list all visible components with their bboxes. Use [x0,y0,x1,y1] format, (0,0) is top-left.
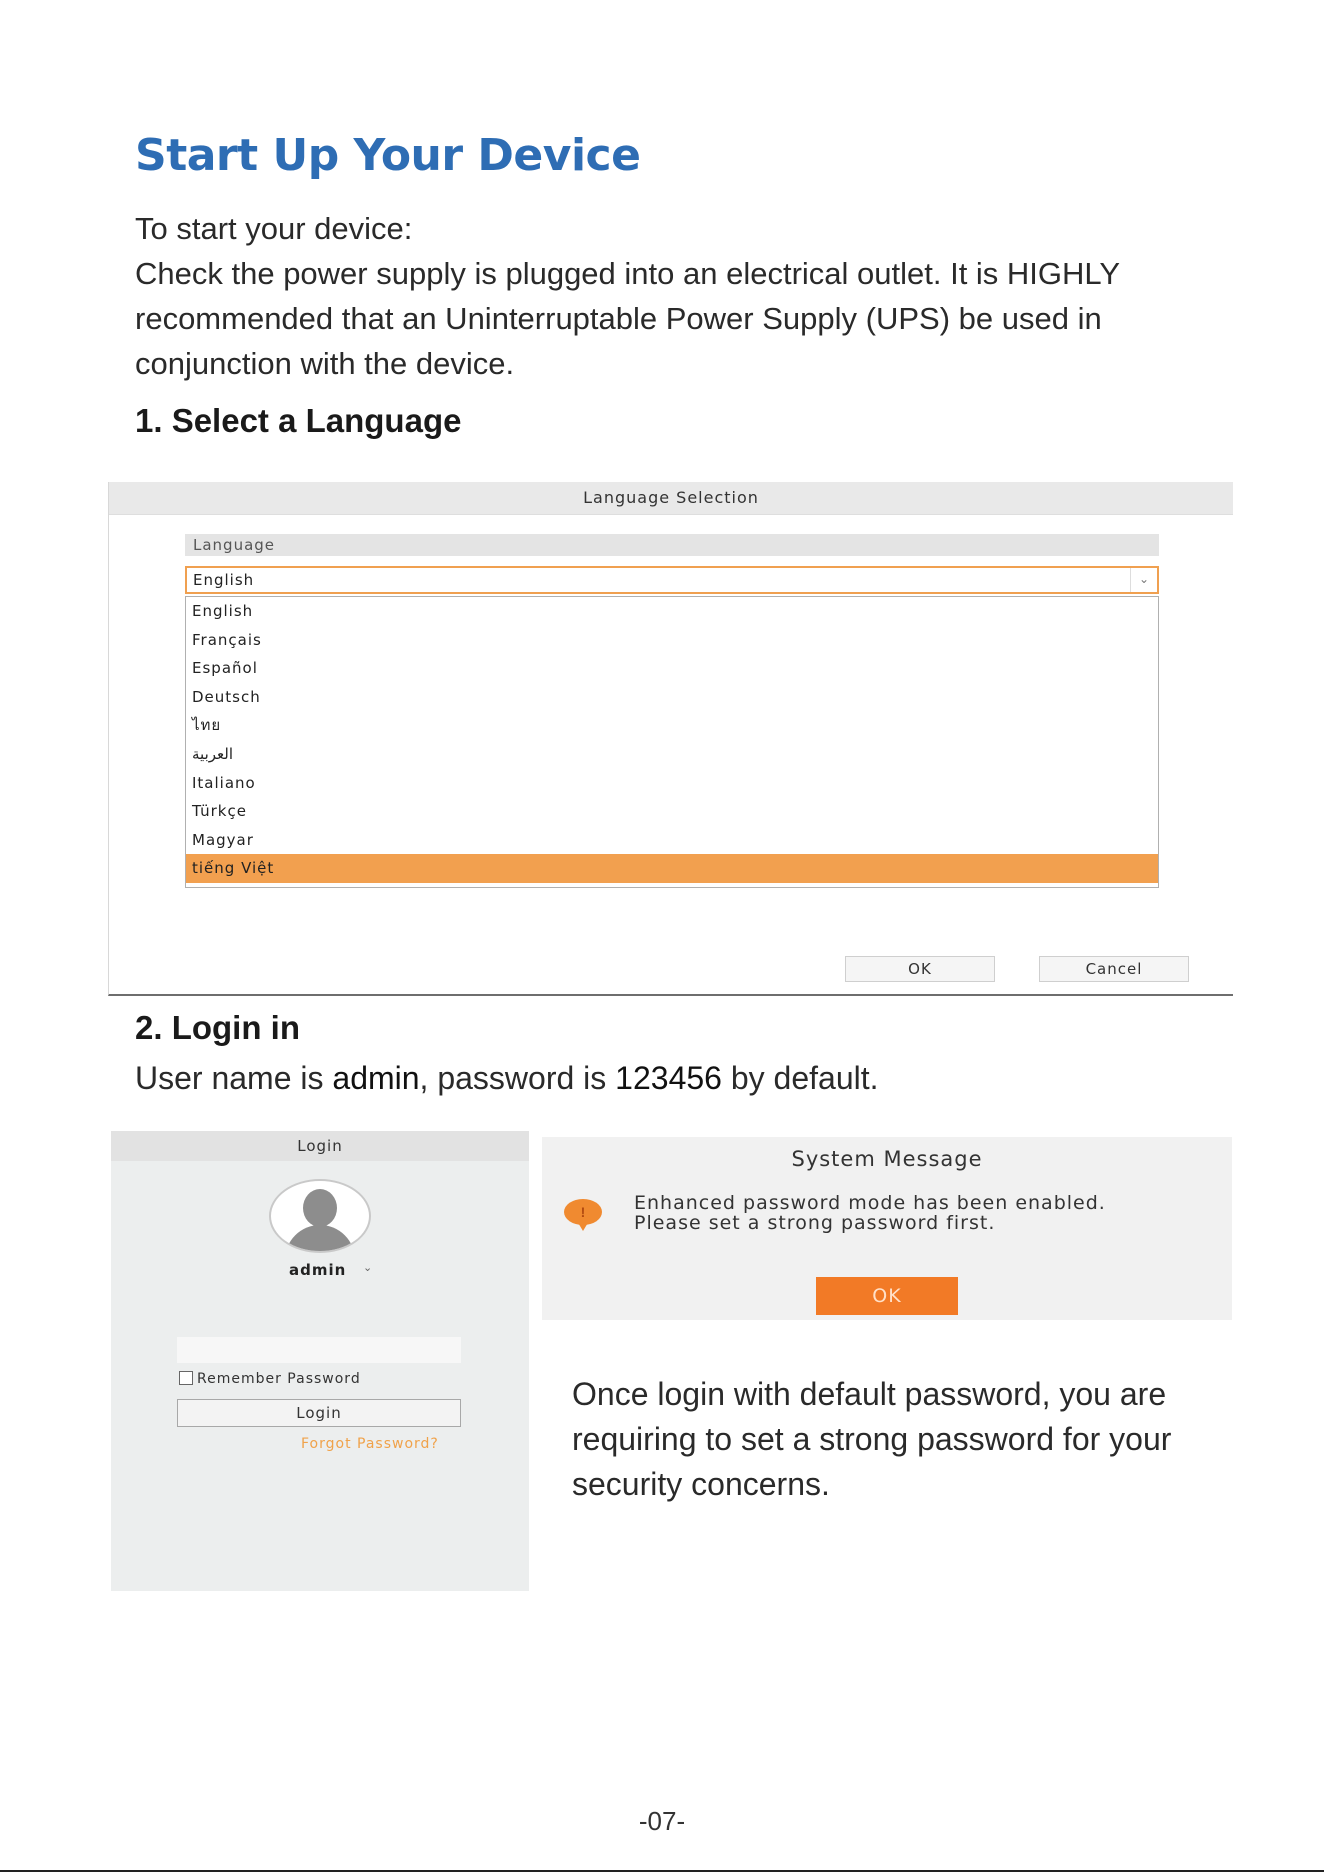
language-option-english[interactable]: English [192,602,254,620]
language-option-arabic[interactable]: العربية [192,744,233,763]
forgot-password-link[interactable]: Forgot Password? [301,1436,439,1452]
username-select[interactable]: admin [289,1261,347,1279]
language-selection-dialog [108,482,1233,996]
login-button[interactable]: Login [177,1399,461,1427]
page-number: -07- [638,1806,686,1836]
remember-password-label: Remember Password [197,1371,361,1387]
password-input[interactable] [177,1337,461,1363]
system-message-text: Enhanced password mode has been enabled. Please set a strong password first. [634,1192,1106,1234]
checkbox-icon[interactable] [179,1371,193,1385]
system-message-dialog [542,1137,1232,1320]
dialog-title-bar [109,482,1233,515]
login-dialog [111,1131,529,1591]
ok-button[interactable]: OK [845,956,995,982]
language-option-deutsch[interactable]: Deutsch [192,687,261,706]
system-message-title: System Message [791,1147,983,1171]
default-username: admin [332,1060,420,1096]
language-option-turkce[interactable]: Türkçe [192,802,247,821]
user-avatar-icon [269,1179,371,1253]
intro-line-1: To start your device: [135,211,413,246]
language-option-vietnamese[interactable]: tiếng Việt [186,854,1158,883]
chevron-down-icon[interactable]: ⌄ [1130,568,1157,592]
login-title-bar [111,1131,529,1161]
step2-heading: 2. Login in [135,1009,300,1046]
language-section-label [185,534,1159,556]
strong-password-note: Once login with default password, you are requiring to set a strong password for your security concerns. [572,1376,1172,1502]
login-dialog-title: Login [297,1137,343,1155]
language-option-thai[interactable]: ไทย [192,716,222,735]
step1-heading: 1. Select a Language [135,402,462,439]
language-option-italiano[interactable]: Italiano [192,773,256,792]
credentials-suffix: by default. [721,1060,879,1096]
remember-password-checkbox[interactable] [179,1371,361,1387]
system-message-ok-button[interactable]: OK [816,1277,958,1315]
page-title: Start Up Your Device [135,130,641,181]
language-options-list [185,596,1159,888]
credentials-prefix: User name is [135,1060,333,1096]
cancel-button[interactable]: Cancel [1039,956,1189,982]
language-select-value: English [193,571,255,589]
intro-text [135,206,1215,386]
dialog-title: Language Selection [583,488,759,507]
language-select[interactable] [185,566,1159,594]
language-option-francais[interactable]: Français [192,630,262,649]
intro-line-2: Check the power supply is plugged into an electrical outlet. It is HIGHLY recommended that an Uninterruptable Power Supply (UPS) be used in conjunction with the device. [135,256,1120,381]
language-option-espanol[interactable]: Español [192,659,258,678]
default-credentials-text [135,1060,879,1097]
language-label: Language [193,536,276,554]
language-option-magyar[interactable]: Magyar [192,830,254,849]
credentials-middle: , password is [419,1060,616,1096]
warning-icon: ! [564,1199,602,1225]
chevron-down-icon[interactable]: ⌄ [363,1262,373,1274]
default-password: 123456 [615,1060,722,1096]
